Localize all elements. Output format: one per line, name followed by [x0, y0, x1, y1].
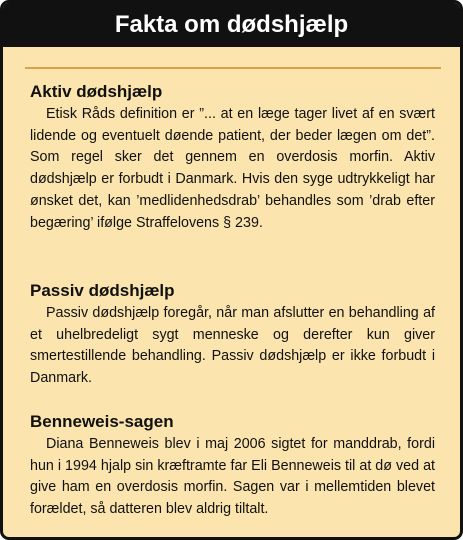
section-heading: Passiv dødshjælp — [30, 281, 175, 300]
fact-box-title: Fakta om dødshjælp — [3, 3, 460, 47]
section-heading: Benneweis-sagen — [30, 412, 174, 431]
section-text: Passiv dødshjælp foregår, når man afslutter en behandling af et uhelbredeligt sygt menneske og derefter kun giver smertestillende behandling. Passiv dødshjælp er ikke forbudt i Danmark. — [30, 305, 435, 387]
section-text: Diana Benneweis blev i maj 2006 sigtet for manddrab, fordi hun i 1994 hjalp sin kræftramte far Eli Benneweis til at dø ved at give ham en overdosis morfin. Sagen var i mellemtiden blevet forældet, så datteren blev aldrig tiltalt. — [30, 436, 435, 518]
section-aktiv-dodshjaelp — [30, 82, 435, 234]
section-benneweis-sagen — [30, 412, 435, 521]
section-heading: Aktiv dødshjælp — [30, 82, 163, 101]
section-text: Etisk Råds definition er ”... at en læge tager livet af en svært lidende og eventuelt døende patient, der beder lægen om det”. Som regel sker det gennem en overdosis morfin. Aktiv dødshjælp er forbudt i Danmark. Hvis den syge udtrykkeligt har ønsket det, kan ’medlidenhedsdrab’ behandles som ’drab efter begæring’ ifølge Straffelovens § 239. — [30, 106, 435, 231]
section-passiv-dodshjaelp — [30, 281, 435, 390]
